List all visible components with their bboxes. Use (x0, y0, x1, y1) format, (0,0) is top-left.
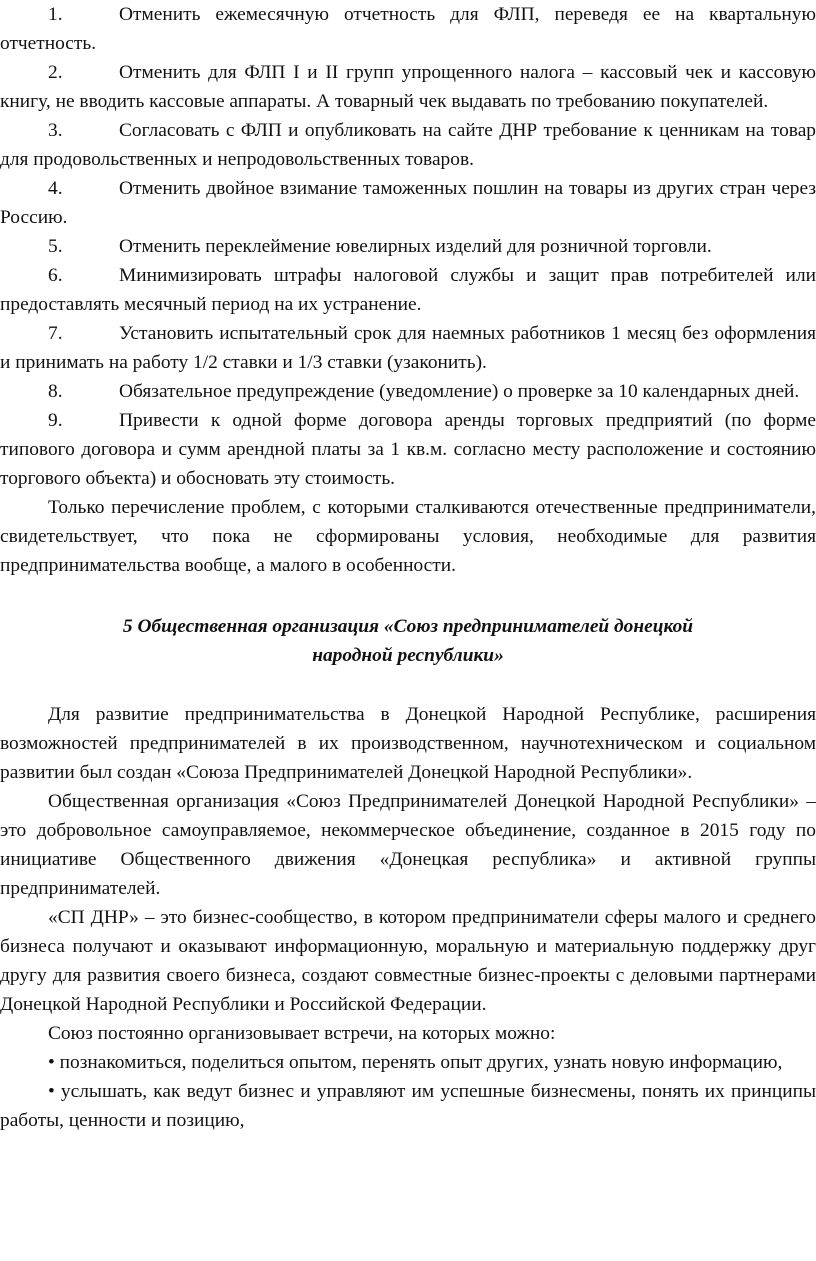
list-item-text: Привести к одной форме договора аренды торговых предприятий (по форме типового договора и сумм арендной платы за 1 кв.м. согласно месту расположение и состоянию торгового объекта) и обосновать эту стоимость. (0, 410, 816, 489)
list-item (0, 0, 816, 58)
list-item-text: Обязательное предупреждение (уведомление) о проверке за 10 календарных дней. (119, 381, 800, 402)
section-heading-line: 5 Общественная организация «Союз предпринимателей донецкой (122, 616, 694, 637)
section-heading-line: народной республики» (312, 645, 504, 666)
list-item-number: 7. (48, 323, 63, 344)
list-item-number: 6. (48, 265, 63, 286)
list-item-text: Отменить переклеймение ювелирных изделий для розничной торговли. (119, 236, 712, 257)
list-item (0, 232, 816, 261)
list-item-text: Отменить двойное взимание таможенных пошлин на товары из других стран через Россию. (0, 178, 816, 228)
body-paragraph: Союз постоянно организовывает встречи, на которых можно: (48, 1023, 556, 1044)
list-item (0, 406, 816, 493)
list-item-number: 1. (48, 4, 63, 25)
summary-paragraph: Только перечисление проблем, с которыми сталкиваются отечественные предприниматели, свидетельствует, что пока не сформированы условия, необходимые для развития предпринимательства вообще, а малого в особенности. (0, 497, 816, 576)
bullet-item: • познакомиться, поделиться опытом, перенять опыт других, узнать новую информацию, (48, 1052, 783, 1073)
list-item (0, 319, 816, 377)
list-item (0, 261, 816, 319)
body-paragraph: Для развитие предпринимательства в Донецкой Народной Республике, расширения возможностей предпринимателей в их производственном, научнотехническом и социальном развитии был создан «Союза Предпринимателей Донецкой Народной Республики». (0, 704, 816, 783)
list-item-number: 9. (48, 410, 63, 431)
list-item-text: Установить испытательный срок для наемных работников 1 месяц без оформления и принимать на работу 1/2 ставки и 1/3 ставки (узаконить). (0, 323, 816, 373)
list-item-text: Минимизировать штрафы налоговой службы и защит прав потребителей или предоставлять месячный период на их устранение. (0, 265, 816, 315)
section-heading (60, 612, 756, 670)
list-item-number: 8. (48, 381, 63, 402)
list-item (0, 174, 816, 232)
list-item-text: Согласовать с ФЛП и опубликовать на сайте ДНР требование к ценникам на товар для продовольственных и непродовольственных товаров. (0, 120, 816, 170)
list-item (0, 377, 816, 406)
list-item-text: Отменить для ФЛП I и II групп упрощенного налога – кассовый чек и кассовую книгу, не вводить кассовые аппараты. А товарный чек выдавать по требованию покупателей. (0, 62, 816, 112)
bullet-item: • услышать, как ведут бизнес и управляют им успешные бизнесмены, понять их принципы работы, ценности и позицию, (0, 1081, 816, 1131)
list-item (0, 58, 816, 116)
body-paragraph: Общественная организация «Союз Предпринимателей Донецкой Народной Республики» – это добровольное самоуправляемое, некоммерческое объединение, созданное в 2015 году по инициативе Общественного движения «Донецкая республика» и активной группы предпринимателей. (0, 791, 816, 899)
list-item-number: 4. (48, 178, 63, 199)
body-paragraph: «СП ДНР» – это бизнес-сообщество, в котором предприниматели сферы малого и среднего бизнеса получают и оказывают информационную, моральную и материальную поддержку друг другу для развития своего бизнеса, создают совместные бизнес-проекты с деловыми партнерами Донецкой Народной Республики и Российской Федерации. (0, 907, 816, 1015)
list-item-number: 5. (48, 236, 63, 257)
list-item-number: 3. (48, 120, 63, 141)
list-item-text: Отменить ежемесячную отчетность для ФЛП, переведя ее на квартальную отчетность. (0, 4, 816, 54)
list-item-number: 2. (48, 62, 63, 83)
list-item (0, 116, 816, 174)
